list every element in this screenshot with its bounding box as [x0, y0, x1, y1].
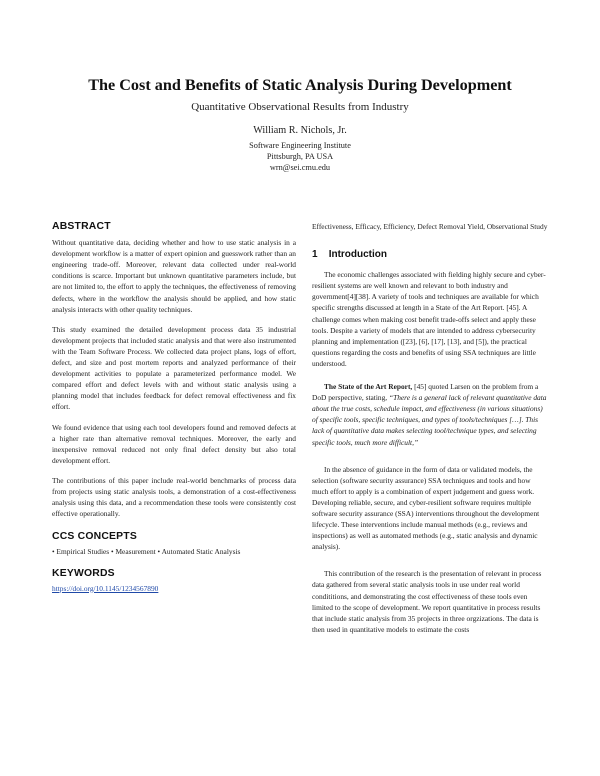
- intro-paragraph: In the absence of guidance in the form of data or validated models, the selection (software security assurance) SSA techniques and tools and how much effort to apply is a combination of expert judgement and guess work. Developing reliable, secure, and cyber-resilient software requires multiple software security assurance (SSA) interventions throughout the development lifecycle. These interventions include manual methods (e.g., reviews and inspections) as well as automated methods (e.g., static analysis and dynamic analysis).: [312, 464, 540, 552]
- author-affiliation: Software Engineering Institute: [249, 141, 351, 150]
- intro-paragraph-quote: [312, 381, 548, 448]
- section-heading-introduction: [312, 249, 548, 260]
- report-title: The State of the Art Report,: [324, 382, 413, 392]
- paper-title: The Cost and Benefits of Static Analysis During Development: [88, 76, 512, 94]
- quote-lead: [45] quoted Larsen on the problem from a DoD perspective, stating,: [312, 382, 539, 403]
- author-email: wrn@sei.cmu.edu: [269, 163, 331, 172]
- section-title: Introduction: [328, 249, 388, 261]
- doi-link[interactable]: https://doi.org/10.1145/1234567890: [52, 583, 159, 593]
- abstract-paragraph: Without quantitative data, deciding whether and how to use static analysis in a development workflow is a matter of expert opinion and guesswork rather than an engineering trade-off. Moreover, relevant data collected under real-world conditions is scarce. Important but unknown quantitative parameters include, but are not limited to, the effort to apply the techniques, the effectiveness of removing defects, where in the workflow the analysis should be applied, and how static analysis interacts with other quality techniques.: [52, 238, 296, 314]
- author-location: Pittsburgh, PA USA: [266, 152, 334, 161]
- keywords-heading: KEYWORDS: [52, 568, 115, 580]
- abstract-paragraph: The contributions of this paper include real-world benchmarks of process data from projects using static analysis tools, a demonstration of a cost-effectiveness analysis using this data, and a recommendation these tools were consistently cost effective operationally.: [52, 475, 296, 519]
- intro-paragraph: The economic challenges associated with fielding highly secure and cyber-resilient systems are well known and relevant to both industry and government[4][38]. A variety of tools and techniques are available for which specific strengths discussed at length in a State of the Art Report. [45]. A challenge comes when making cost benefit trade-offs select and apply these tools. Despite a variety of models that are intended to address cybersecurity planning and implementation ([23], [6], [17], [13], and [5]), the practical questions regarding the costs and benefits of using SSA techniques are little understood.: [312, 270, 546, 368]
- left-column: [52, 221, 296, 594]
- abstract-paragraph: We found evidence that using each tool developers found and removed defects at a higher rate than alternative removal techniques. Moreover, the early and inexpensive removal reduced not only final defect density but also total development effort.: [52, 422, 296, 465]
- abstract-paragraph: This study examined the detailed development process data 35 industrial development projects that included static analysis and that were also instrumented with the Team Software Process. We collected data project plans, logs of effort, defect, and size and post mortem reports and analyzed performance of their development activities to populate a parameterized performance model. We compared effort and defect levels with and without static analysis using a planning model that includes feedback for defect removal effectiveness and fix effort.: [52, 324, 296, 412]
- ccs-heading: CCS CONCEPTS: [52, 531, 137, 543]
- ccs-concepts: • Empirical Studies • Measurement • Automated Static Analysis: [52, 547, 241, 557]
- section-number: 1: [312, 249, 318, 261]
- intro-paragraph: This contribution of the research is the presentation of relevant in process data gathered from several static analysis tools in use under real world condititions, and demonstrating the cost effectiveness of these tools even limited to the scope of development. We report quantitative in process results that include static analysis from 35 projects in three orgzizations. The data is then used in quantitative models to estimate the costs: [312, 569, 542, 634]
- paper-subtitle: Quantitative Observational Results from Industry: [191, 101, 409, 113]
- abstract-heading: ABSTRACT: [52, 221, 111, 232]
- larsen-quote: “There is a general lack of relevant quantitative data about the true costs, schedule impact, and effectiveness (in various situations) of specific tools, specific techniques, and types of tools/techniques […]. This lack of quantitative data makes selecting tool/technique types, and selecting specific tools, much more difficult,”: [312, 393, 547, 447]
- keywords-list: Effectiveness, Efficacy, Efficiency, Defect Removal Yield, Observational Study: [312, 222, 548, 231]
- right-column: [312, 221, 548, 635]
- author-name: William R. Nichols, Jr.: [253, 125, 347, 136]
